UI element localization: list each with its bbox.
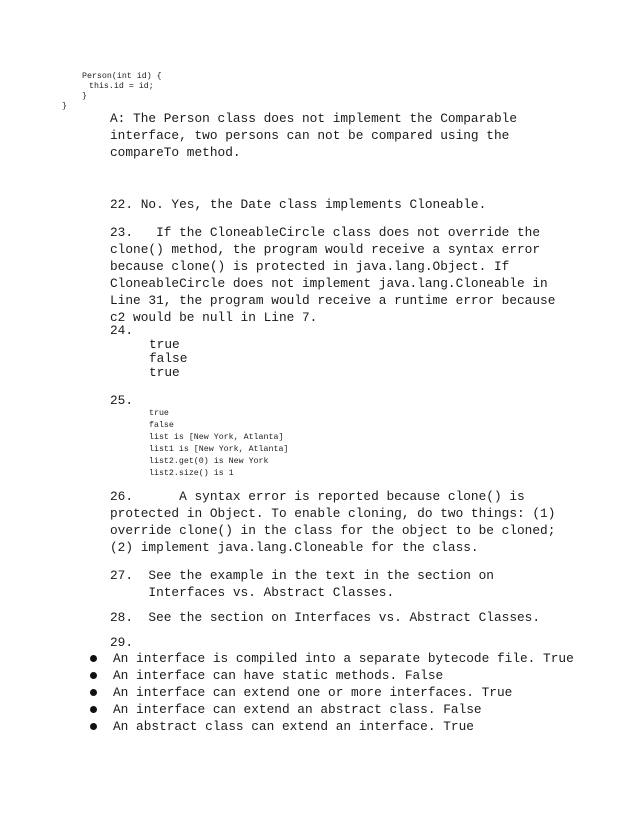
list-item-text: An interface can extend one or more interfaces. True — [113, 685, 513, 700]
bullet-icon — [90, 672, 97, 679]
answer-26-line: 26. A syntax error is reported because clone() is — [110, 489, 525, 504]
answer-23-line: because clone() is protected in java.lang.Object. If — [110, 259, 510, 274]
answer-24-label: 24. — [110, 323, 134, 338]
answer-23-line: c2 would be null in Line 7. — [110, 310, 318, 325]
answer-25-value: false — [149, 421, 174, 430]
answer-23-line: 23. If the CloneableCircle class does not override the — [110, 225, 541, 240]
list-item-text: An interface is compiled into a separate bytecode file. True — [113, 651, 574, 666]
bullet-icon — [90, 706, 97, 713]
code-line: this.id = id; — [89, 82, 154, 91]
answer-a-line: interface, two persons can not be compared using the — [110, 128, 510, 143]
list-item-text: An interface can extend an abstract class. False — [113, 702, 482, 717]
answer-24-value: false — [149, 351, 188, 366]
list-item-text: An abstract class can extend an interface. True — [113, 719, 474, 734]
answer-23-line: Line 31, the program would receive a runtime error because — [110, 293, 556, 308]
list-item — [88, 718, 474, 787]
answer-24-value: true — [149, 337, 180, 352]
answer-a-line: compareTo method. — [110, 145, 241, 160]
code-line: Person(int id) { — [82, 72, 162, 81]
code-line: } — [62, 102, 67, 111]
answer-27-line: Interfaces vs. Abstract Classes. — [110, 585, 395, 600]
answer-23-line: CloneableCircle does not implement java.lang.Cloneable in — [110, 276, 548, 291]
answer-25-value: list2.size() is 1 — [149, 469, 234, 478]
answer-26-line: (2) implement java.lang.Cloneable for the class. — [110, 540, 479, 555]
answer-22: 22. No. Yes, the Date class implements Cloneable. — [110, 197, 487, 212]
answer-26-line: override clone() in the class for the object to be cloned; — [110, 523, 556, 538]
list-item-text: An interface can have static methods. False — [113, 668, 444, 683]
answer-25-label: 25. — [110, 393, 134, 408]
answer-25-value: true — [149, 409, 169, 418]
code-line: } — [82, 92, 87, 101]
bullet-icon — [90, 723, 97, 730]
answer-24-value: true — [149, 365, 180, 380]
answer-26-line: protected in Object. To enable cloning, do two things: (1) — [110, 506, 556, 521]
bullet-icon — [90, 689, 97, 696]
answer-27-line: 27. See the example in the text in the section on — [110, 568, 494, 583]
answer-25-value: list is [New York, Atlanta] — [149, 433, 284, 442]
answer-23-line: clone() method, the program would receive a syntax error — [110, 242, 541, 257]
answer-25-value: list1 is [New York, Atlanta] — [149, 445, 289, 454]
answer-28: 28. See the section on Interfaces vs. Abstract Classes. — [110, 610, 541, 625]
bullet-icon — [90, 655, 97, 662]
answer-a-line: A: The Person class does not implement the Comparable — [110, 111, 518, 126]
answer-29-label: 29. — [110, 635, 134, 650]
answer-25-value: list2.get(0) is New York — [149, 457, 269, 466]
